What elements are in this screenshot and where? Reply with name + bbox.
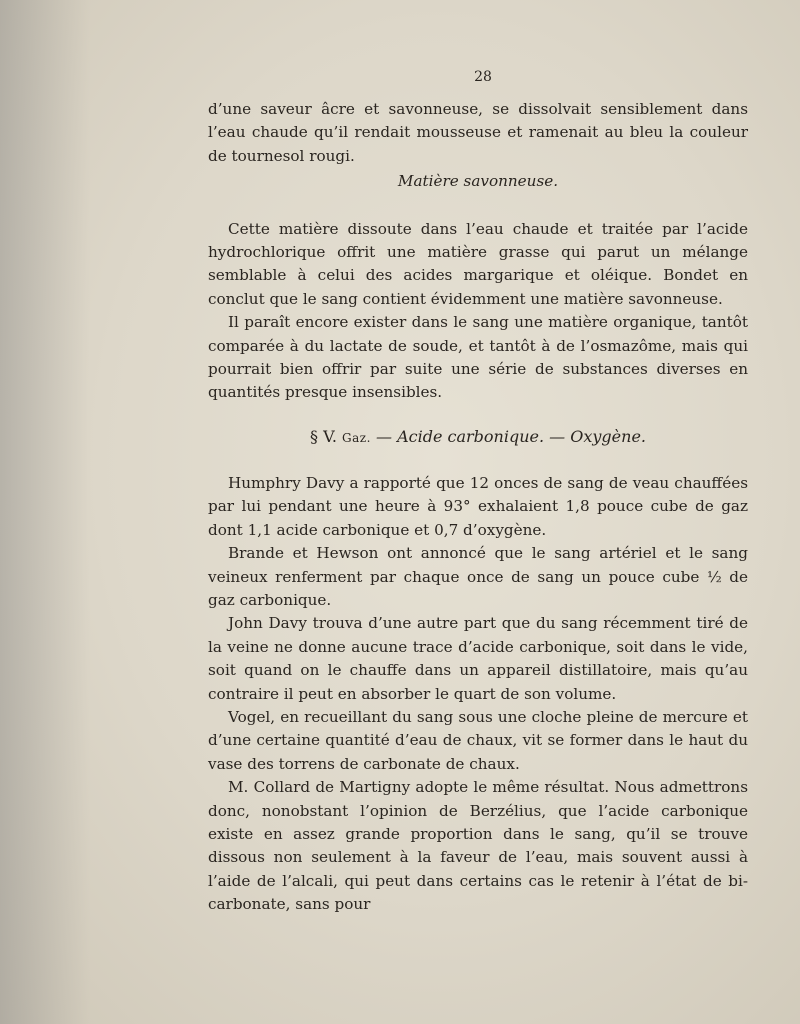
section-caps: Gaz. <box>342 430 371 445</box>
section-sign: § V. <box>310 426 337 446</box>
paragraph: Humphry Davy a rapporté que 12 onces de sang de veau chauffées par lui pendant une heure à 93° exhalaient 1,8 pouce cube de gaz dont 1,1 acide carbonique et 0,7 d’oxygène. <box>208 473 748 539</box>
section-heading-matiere: Matière savonneuse. <box>397 172 559 191</box>
paragraph: M. Collard de Martigny adopte le même résultat. Nous admettrons donc, nonobstant l’opinion de Berzélius, que l’acide carbonique existe en assez grande proportion dans le sang, qu’il se trouve dissous non seulement à la faveur de l’eau, mais souvent aussi à l’aide de l’alcali, qui peut dans certains cas le retenir à l’état de bi-carbonate, sans pour <box>208 778 748 914</box>
section-heading-gaz <box>208 425 748 450</box>
page-text <box>208 68 748 917</box>
paragraph: Cette matière dissoute dans l’eau chaude et traitée par l’acide hydrochlorique offrit une matière grasse qui parut un mélange semblable à celui des acides margarique et oléique. Bondet en conclut que le sang contient évidemment une matière savonneuse. <box>208 219 748 308</box>
section-title: — Acide carbonique. — Oxygène. <box>376 426 646 446</box>
paragraph: d’une saveur âcre et savonneuse, se dissolvait sensiblement dans l’eau chaude qu’il rendait mousseuse et ramenait au bleu la couleur de tournesol rougi. <box>208 100 748 165</box>
paragraph: Vogel, en recueillant du sang sous une cloche pleine de mercure et d’une certaine quantité d’eau de chaux, vit se former dans le haut du vase des torrens de carbonate de chaux. <box>208 707 748 773</box>
paragraph: John Davy trouva d’une autre part que du sang récemment tiré de la veine ne donne aucune trace d’acide carbonique, soit dans le vide, soit quand on le chauffe dans un appareil distillatoire, mais qu’au contraire il peut en absorber le quart de son volume. <box>208 614 748 703</box>
paragraph: Brande et Hewson ont annoncé que le sang artériel et le sang veineux renferment par chaque once de sang un pouce cube ½ de gaz carbonique. <box>208 544 748 609</box>
paragraph: Il paraît encore exister dans le sang une matière organique, tantôt comparée à du lactate de soude, et tantôt à de l’osmazôme, mais qui pourrait bien offrir par suite une série de substances diverses en quantités presque insensibles. <box>208 313 748 402</box>
page-shadow <box>0 0 90 1024</box>
page-number: 28 <box>474 69 492 85</box>
